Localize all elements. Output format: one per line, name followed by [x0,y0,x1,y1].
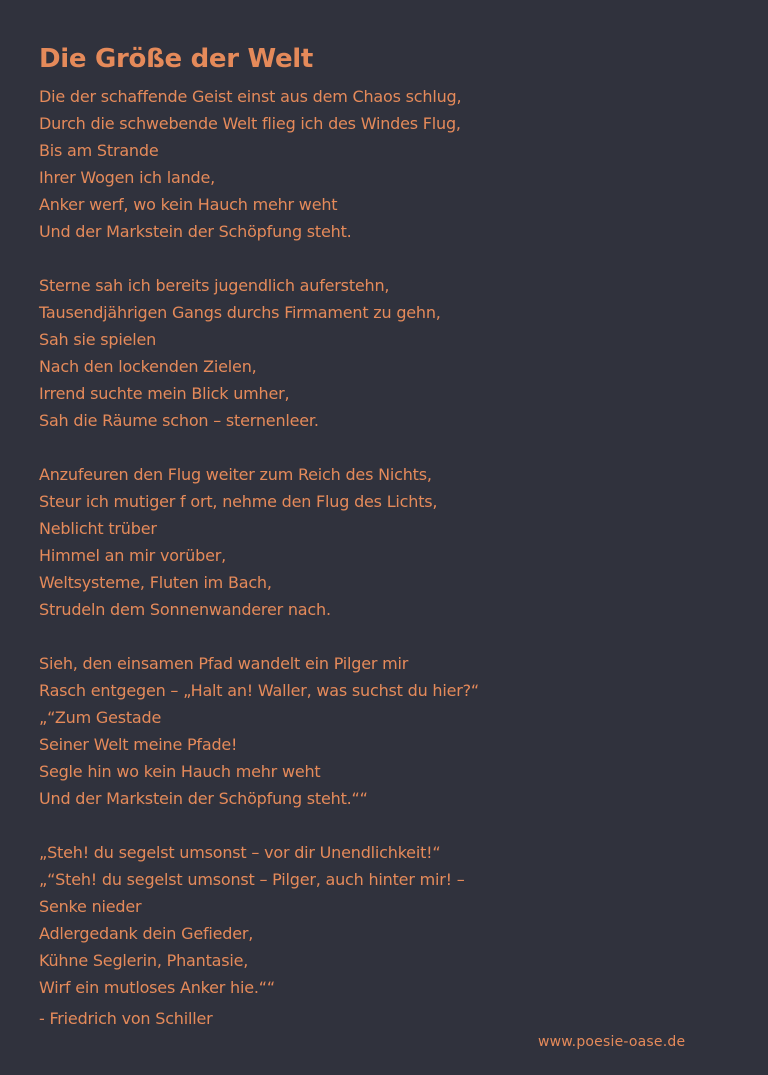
poem-line: Weltsysteme, Fluten im Bach, [39,573,272,592]
poem-line: Irrend suchte mein Blick umher, [39,384,290,403]
poem-line: Kühne Seglerin, Phantasie, [39,951,249,970]
poem-line: Sah sie spielen [39,330,157,349]
poem-line: Bis am Strande [39,141,159,160]
poem-line: Seiner Welt meine Pfade! [39,735,238,754]
poem-title: Die Größe der Welt [39,44,314,74]
poem-line: Sah die Räume schon – sternenleer. [39,411,319,430]
poem-line: Nach den lockenden Zielen, [39,357,257,376]
poem-line: Die der schaffende Geist einst aus dem Chaos schlug, [39,87,462,106]
poem-line: Rasch entgegen – „Halt an! Waller, was suchst du hier?“ [39,681,479,700]
poem-author: - Friedrich von Schiller [39,1009,213,1028]
poem-line: Anzufeuren den Flug weiter zum Reich des Nichts, [39,465,432,484]
stanza-1 [39,83,738,245]
stanza-3 [39,461,738,623]
poem-line: Anker werf, wo kein Hauch mehr weht [39,195,338,214]
poem-line: Segle hin wo kein Hauch mehr weht [39,762,321,781]
poem-line: Sterne sah ich bereits jugendlich auferstehn, [39,276,390,295]
poem-container [39,41,738,1032]
poem-line: Tausendjährigen Gangs durchs Firmament zu gehn, [39,303,441,322]
poem-line: Und der Markstein der Schöpfung steht.““ [39,789,368,808]
website-url: www.poesie-oase.de [538,1034,686,1050]
poem-line: Strudeln dem Sonnenwanderer nach. [39,600,331,619]
poem-line: Und der Markstein der Schöpfung steht. [39,222,352,241]
poem-line: Neblicht trüber [39,519,157,538]
poem-line: Durch die schwebende Welt flieg ich des Windes Flug, [39,114,461,133]
poem-line: Senke nieder [39,897,142,916]
poem-line: Sieh, den einsamen Pfad wandelt ein Pilger mir [39,654,409,673]
poem-line: Ihrer Wogen ich lande, [39,168,216,187]
stanza-2 [39,272,738,434]
poem-line: „Steh! du segelst umsonst – vor dir Unendlichkeit!“ [39,843,441,862]
poem-line: Wirf ein mutloses Anker hie.““ [39,978,275,997]
stanza-4 [39,650,738,812]
poem-line: Himmel an mir vorüber, [39,546,226,565]
poem-line: Steur ich mutiger f ort, nehme den Flug des Lichts, [39,492,438,511]
poem-line: „“Steh! du segelst umsonst – Pilger, auch hinter mir! – [39,870,465,889]
poem-line: Adlergedank dein Gefieder, [39,924,254,943]
stanza-5 [39,839,738,1001]
poem-line: „“Zum Gestade [39,708,162,727]
